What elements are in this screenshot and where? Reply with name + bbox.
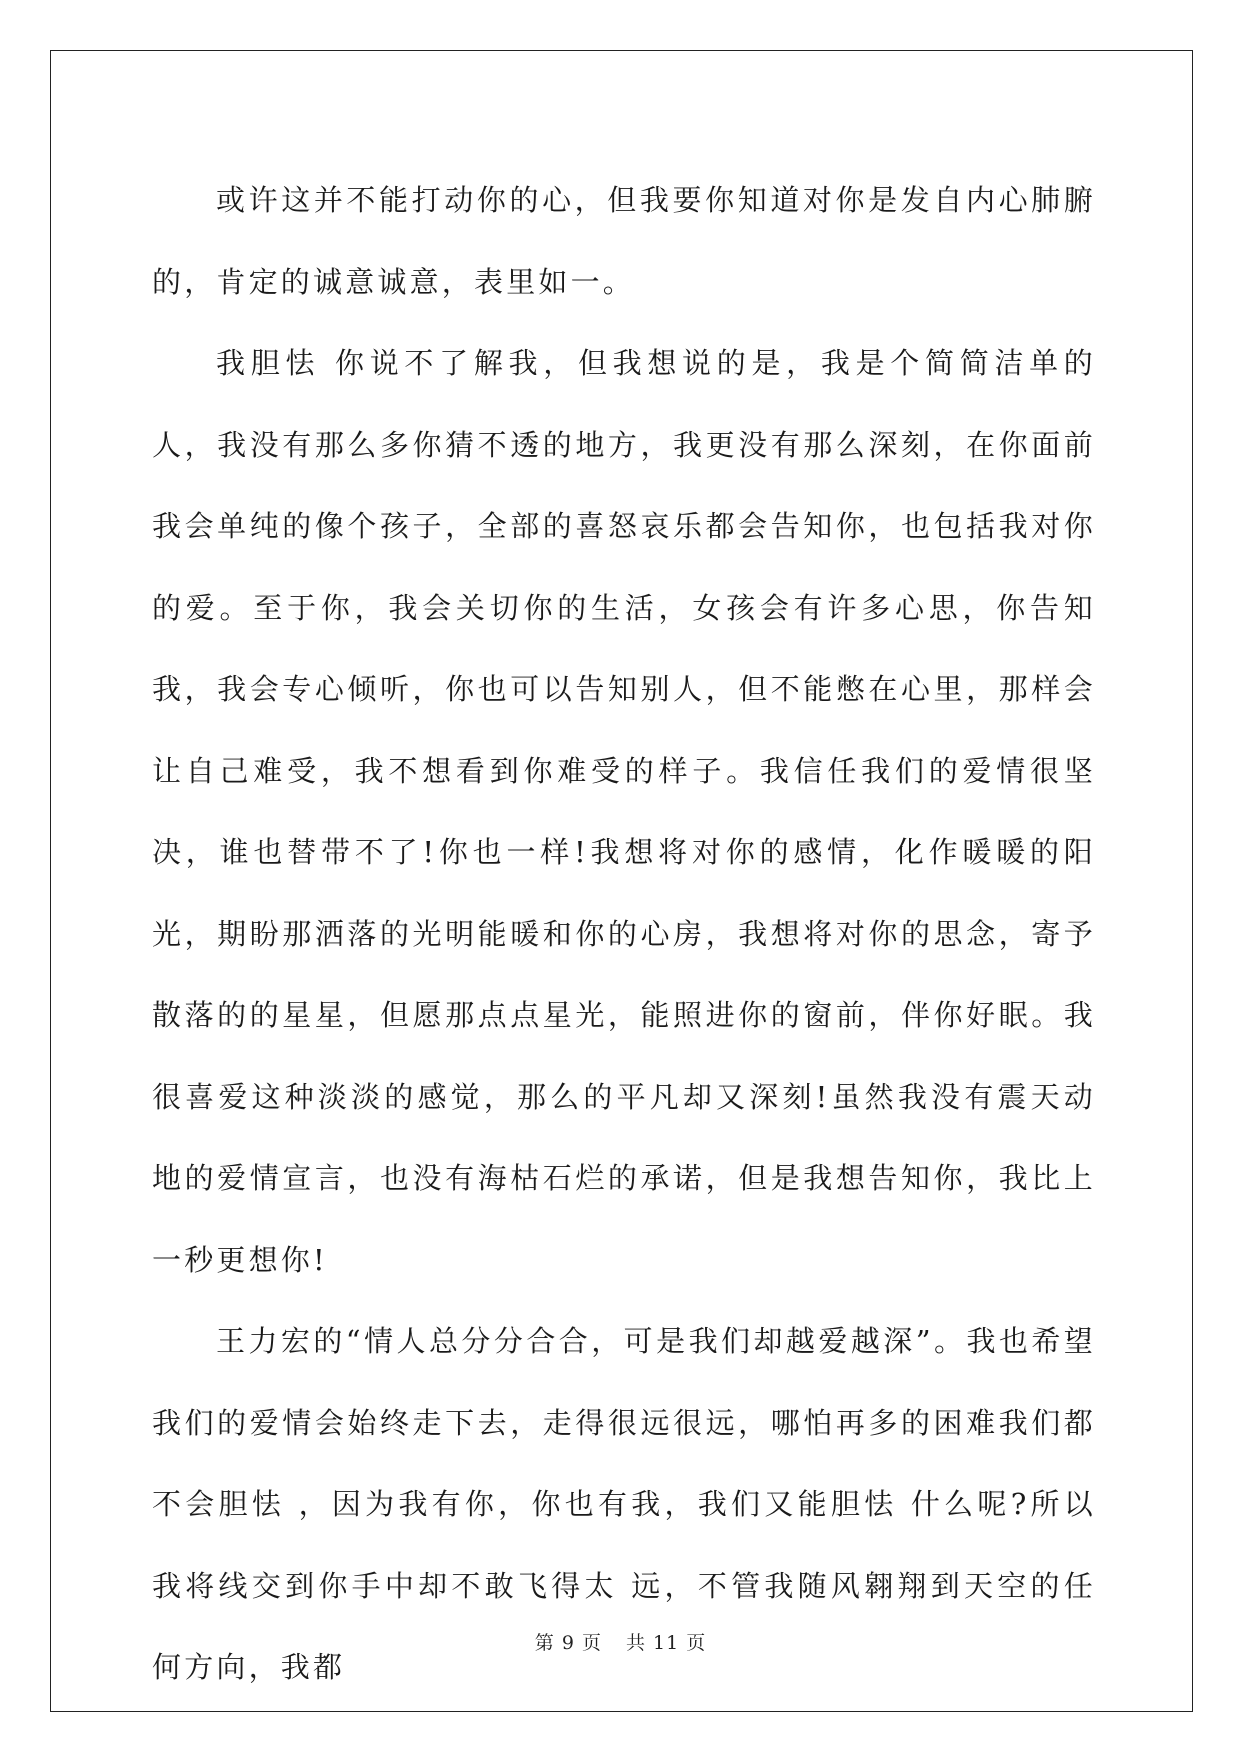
page-number: 第 9 页 bbox=[534, 1632, 602, 1654]
paragraph-3: 王力宏的“情人总分分合合，可是我们却越爱越深”。我也希望我们的爱情会始终走下去，走得很远很远，哪怕再多的困难我们都不会胆怯 ，因为我有你，你也有我，我们又能胆怯 什么呢?所以我将线交到你手中却不敢飞得太 远，不管我随风翱翔到天空的任何方向，我都 bbox=[152, 1324, 1096, 1684]
paragraph-1: 或许这并不能打动你的心，但我要你知道对你是发自内心肺腑的，肯定的诚意诚意，表里如一。 bbox=[152, 183, 1096, 299]
document-body bbox=[152, 160, 1096, 1709]
page-total: 共 11 页 bbox=[625, 1632, 707, 1654]
paragraph-2: 我胆怯 你说不了解我，但我想说的是，我是个简简洁单的人，我没有那么多你猜不透的地方，我更没有那么深刻，在你面前我会单纯的像个孩子，全部的喜怒哀乐都会告知你，也包括我对你的爱。至于你，我会关切你的生活，女孩会有许多心思，你告知我，我会专心倾听，你也可以告知别人，但不能憋在心里，那样会让自己难受，我不想看到你难受的样子。我信任我们的爱情很坚决，谁也替带不了!你也一样!我想将对你的感情，化作暖暖的阳光，期盼那洒落的光明能暖和你的心房，我想将对你的思念，寄予散落的的星星，但愿那点点星光，能照进你的窗前，伴你好眠。我很喜爱这种淡淡的感觉，那么的平凡却又深刻!虽然我没有震天动地的爱情宣言，也没有海枯石烂的承诺，但是我想告知你，我比上一秒更想你! bbox=[152, 346, 1096, 1277]
page-footer bbox=[0, 1628, 1241, 1655]
